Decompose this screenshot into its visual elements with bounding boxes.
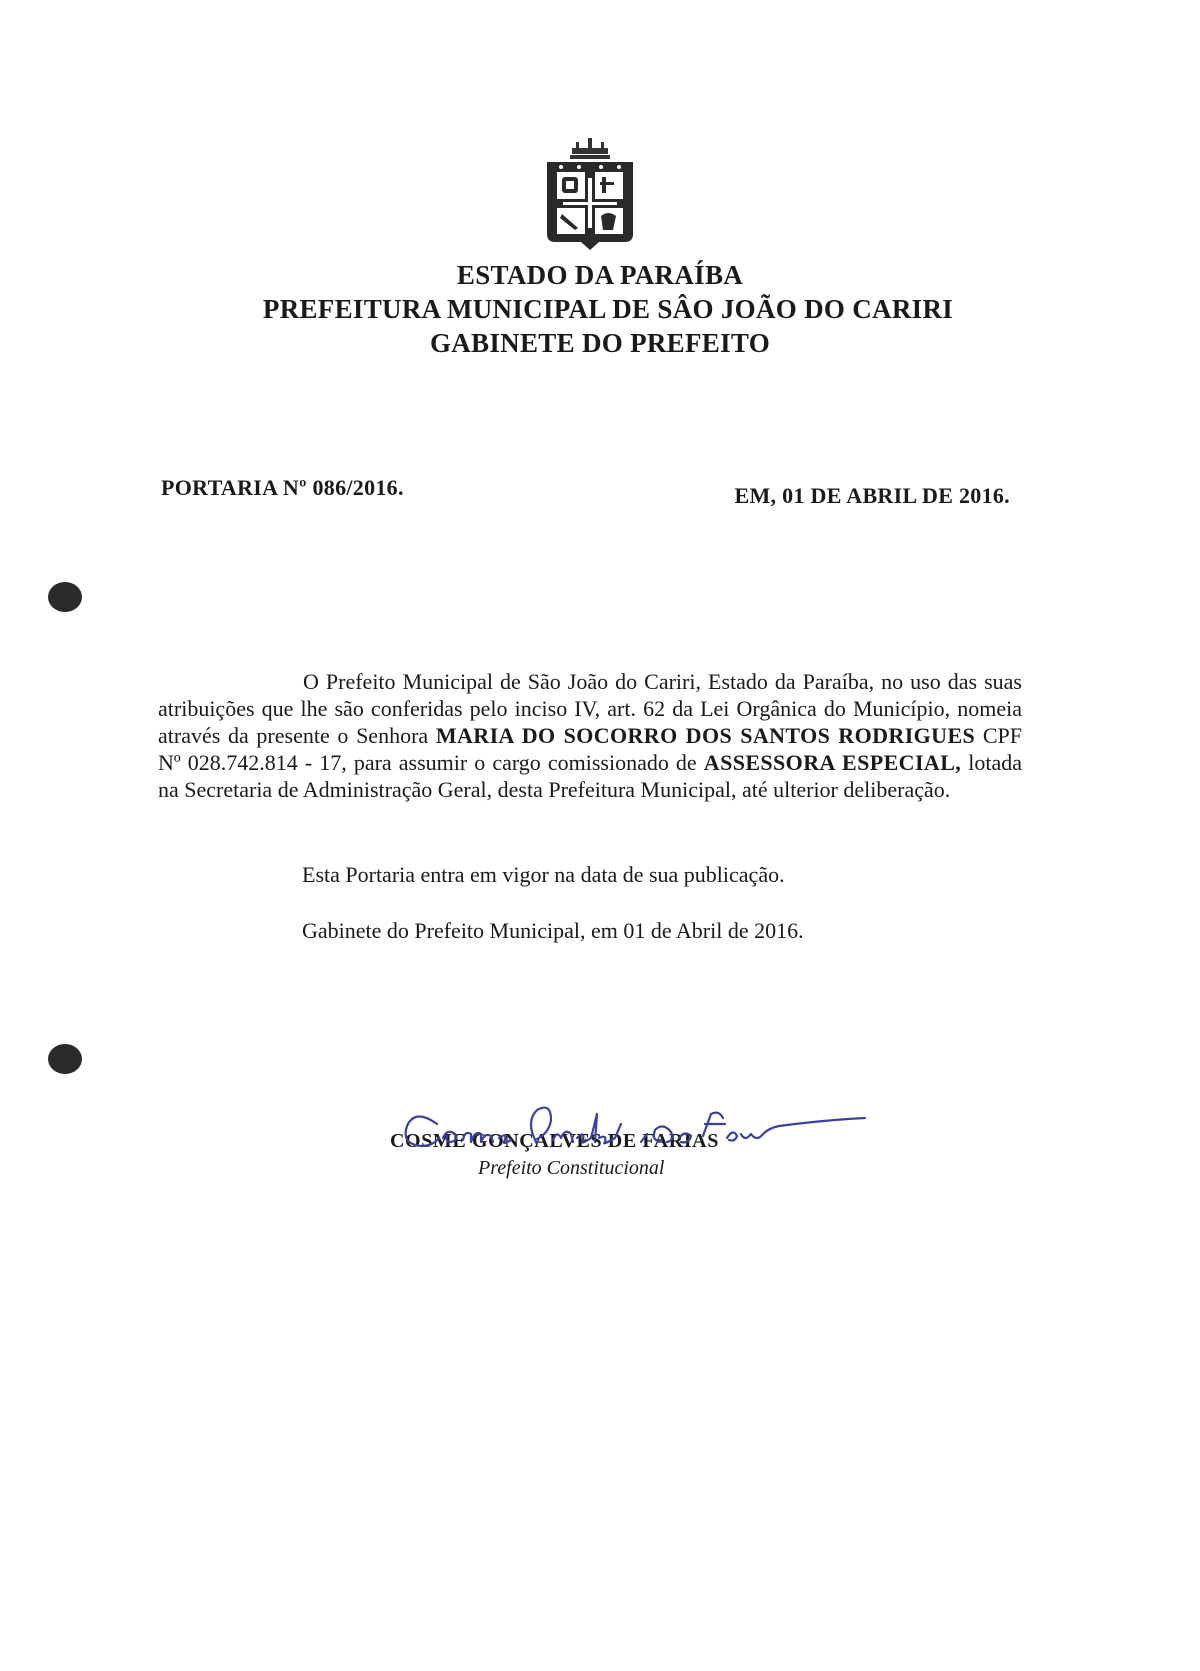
position-title: ASSESSORA ESPECIAL, bbox=[703, 750, 962, 775]
document-header bbox=[0, 258, 1200, 360]
paragraph-text-1: O Prefeito Municipal de São João do Cariri, Estado da Paraíba, no uso das suas atribuições que lhe são conferidas pelo inciso IV, art. 62 da Lei Orgânica do Município, nomeia através da presente o Senhora bbox=[158, 669, 1022, 748]
portaria-number: PORTARIA Nº 086/2016. bbox=[161, 475, 404, 500]
handwritten-signature bbox=[385, 1094, 905, 1174]
municipality-name: PREFEITURA MUNICIPAL DE SÂO JOÃO DO CARIRI bbox=[262, 294, 954, 324]
effective-clause: Esta Portaria entra em vigor na data de sua publicação. bbox=[302, 862, 785, 887]
punch-hole-top bbox=[48, 582, 82, 612]
paragraph-text-2: CPF Nº 028.742.814 - 17, para assumir o cargo comissionado de bbox=[158, 723, 1022, 775]
signer-title: Prefeito Constitucional bbox=[478, 1157, 665, 1179]
closing-place-date: Gabinete do Prefeito Municipal, em 01 de Abril de 2016. bbox=[302, 918, 804, 943]
coat-of-arms-icon bbox=[545, 138, 635, 250]
signer-name: COSME GONÇALVES DE FARIAS bbox=[390, 1130, 719, 1152]
portaria-date: EM, 01 DE ABRIL DE 2016. bbox=[734, 483, 1010, 508]
punch-hole-bottom bbox=[48, 1044, 82, 1074]
office-name: GABINETE DO PREFEITO bbox=[429, 328, 771, 358]
appointee-name: MARIA DO SOCORRO DOS SANTOS RODRIGUES bbox=[435, 723, 976, 748]
main-paragraph bbox=[158, 668, 1022, 803]
state-name: ESTADO DA PARAÍBA bbox=[456, 260, 744, 290]
paragraph-text-3: lotada na Secretaria de Administração Geral, desta Prefeitura Municipal, até ulterior deliberação. bbox=[158, 750, 1022, 802]
